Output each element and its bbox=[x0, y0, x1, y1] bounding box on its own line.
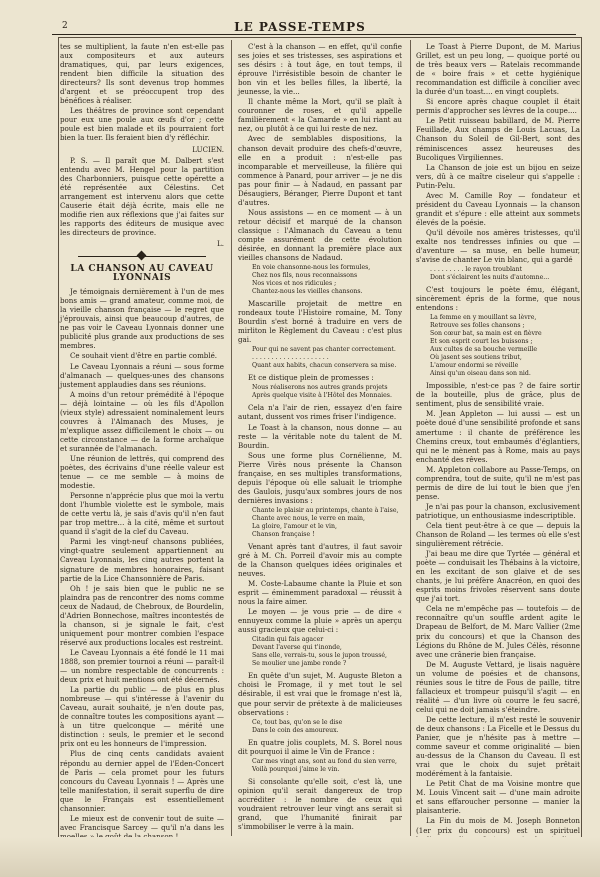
paragraph: Cela tient peut-être à ce que — depuis la Chanson de Roland — les termes où elle s'est singulièrement rétrécie. bbox=[416, 520, 580, 549]
paragraph: Si encore après chaque couplet il était permis d'approcher ses lèvres de la coupe.... bbox=[416, 97, 580, 116]
paragraph: Plus de cinq cents candidats avaient répondu au dernier appel de l'Eden-Concert de Paris — cela promet pour les futurs concours du Caveau Lyonnais ! — Après une telle manifestation, il serait superflu de dire que le Français est essentiellement chansonnier. bbox=[60, 749, 224, 813]
paragraph: Le Petit Chat de ma Voisine montre que M. Louis Vincent sait — d'une main adroite et sans effaroucher personne — manier la plaisanterie. bbox=[416, 779, 580, 816]
header-rule bbox=[52, 34, 576, 35]
paragraph: J'ai beau me dire que Tyrtée — général et poète — conduisait les Thébains à la victoire, en les excitant de son glaive et de ses chants, je lui préfère Anacréon, en quoi des esprits moins frivoles réservent sans doute que j'ai tort. bbox=[416, 549, 580, 604]
paragraph: Oh ! je sais bien que le public ne se plaindra pas de rencontrer des noms comme ceux de Nadaud, de Chebroux, de Bourdelin, d'Adrien Bonnechose, maîtres incontestés de la chanson, si je signale le fait, c'est uniquement pour montrer combien l'espace réservé aux productions locales est restreint. bbox=[60, 583, 224, 647]
page-bottom-margin bbox=[0, 837, 600, 877]
paragraph: Venant après tant d'autres, il faut savoir gré à M. Ch. Porreil d'avoir mis au compte de la Chanson quelques idées originales et neuves. bbox=[238, 541, 402, 579]
paragraph: Le Petit ruisseau babillard, de M. Pierre Feuillade, Aux champs de Louis Lacuas, La Chanson du Soleil de Gil-Bert, sont des réminiscences assez heureuses des Bucoliques Virgiliennes. bbox=[416, 116, 580, 162]
paragraph: Parmi les vingt-neuf chansons publiées, vingt-quatre seulement appartiennent au Caveau Lyonnais, les cinq autres portent la signature de membres honoraires, faisant partie de la Lice Chansonnière de Paris. bbox=[60, 537, 224, 583]
paragraph: De cette lecture, il m'est resté le souvenir de deux chansons : La Ficelle et le Dessus du Panier, que je n'hésite pas à mettre — comme saveur et comme originalité — bien au-dessus de la Chanson du Caveau. Il est vrai que le choix du sujet prêtait modérément à la fantaisie. bbox=[416, 714, 580, 779]
paragraph: Personne n'apprécie plus que moi la vertu dont l'humble violette est le symbole, mais de cette vertu là, je sais d'avis qu'il n'en faut par trop mettre... à la cité, même et surtout quand il s'agit de la clef du Caveau. bbox=[60, 491, 224, 537]
paragraph: Le Toast à Pierre Dupont, de M. Marius Grillet, est un peu long, — quoique porté ou de très beaux vers — Ratelais recommande de « boire frais » et cette hygiénique recommandation est difficile à concilier avec la durée d'un toast.... en vingt couplets. bbox=[416, 42, 580, 97]
signature: L. bbox=[217, 238, 224, 248]
verse-quote: Chante le plaisir au printemps, chante à l'aise, Chante avec nous, le verre en main, La gloire, l'amour et le vin, Chanson française ! bbox=[252, 506, 399, 538]
verse-quote: . . . . . . . . . le rayon troublant Dont s'éclairent les nuits d'automne... bbox=[430, 266, 550, 282]
paragraph: Et ce distique plein de promesses : bbox=[248, 373, 374, 383]
paragraph: Cela n'a l'air de rien, essayez d'en faire autant, dussent vos rimes friser l'indigence. bbox=[238, 403, 402, 422]
paragraph: Le Caveau Lyonnais a été fondé le 11 mai 1888, son premier tournoi a réuni — paraît-il — un nombre respectable de concurrents : deux prix et huit mentions ont été décernés. bbox=[60, 647, 224, 685]
verse-quote: Pour qui ne savent pas chanter correctement. . . . . . . . . . . . . . . . . . . . . Quant aux habits, chacun conservera sa mise. bbox=[252, 346, 397, 370]
paragraph: Impossible, n'est-ce pas ? de faire sortir de la bouteille, plus de grâce, plus de sentiment, plus de sensibilité vraie. bbox=[416, 381, 580, 409]
paragraph: Nous assistons — en ce moment — à un retour décisif et marqué de la chanson classique : l'Almanach du Caveau a tenu compte assurément de cette évolution désirée, en donnant la première place aux vieilles chansons de Nadaud. bbox=[238, 207, 402, 263]
paragraph: Sous une forme plus Cornélienne, M. Pierre Virès nous présente la Chanson française, en ses multiples transformations, depuis l'époque où elle saluait le triomphe des Gaulois, jusqu'aux sombres jours de nos dernières invasions : bbox=[238, 450, 402, 505]
column-2 bbox=[238, 42, 402, 837]
verse-quote: Car mes vingt ans, sont au fond du sien verre, Voilà pourquoi j'aime le vin. bbox=[252, 757, 397, 773]
verse-quote: Nous réaliserons nos autres grands projets Après quelque visite à l'Hôtel des Monnaies. bbox=[252, 384, 392, 400]
signature: LUCIEN. bbox=[192, 144, 224, 154]
paragraph: La Fin du mois de M. Joseph Bonneton (1er prix du concours) est un spirituel bbox=[416, 816, 580, 835]
paragraph: Avec de semblables dispositions, la chanson devait produire des chefs-d'œuvre, elle en a produit : n'est-elle pas incomparable et merveilleuse, la filière qui commence à Panard, pour arriver — je ne dis pas pour finir — à Nadaud, en passant par Désaugiers, Béranger, Pierre Dupont et tant d'autres. bbox=[238, 134, 402, 207]
paragraph: M. Coste-Labaume chante la Pluie et son esprit — éminemment paradoxal — réussit à nous la faire aimer. bbox=[238, 579, 402, 607]
paragraph: M. Jean Appleton — lui aussi — est un poète doué d'une sensibilité profonde et sans amertume : il chante de préférence les Chemins creux, tout embaumés d'églantiers, qui ne le mènent pas à Rome, mais au pays enchanté des rêves. bbox=[416, 409, 580, 464]
paragraph: C'est toujours le poète ému, élégant, sincèrement épris de la forme, que nous entendons : bbox=[416, 285, 580, 313]
paragraph: En quatre jolis couplets, M. S. Borel nous dit pourquoi il aime le Vin de France : bbox=[238, 737, 402, 756]
paragraph: tes se multiplient, la faute n'en est-elle pas aux compositeurs et aux auteurs dramatiques, qui, par leurs exigences, rendent bien difficile la situation des directeurs? Ils sont devenus trop hommes d'argent et se préoccupent trop des bénéfices à réaliser. bbox=[60, 42, 224, 106]
paragraph: Mascarille projetait de mettre en rondeaux toute l'Histoire romaine, M. Tony Bourdin s'est borné à traduire en vers de mirliton le Règlement du Caveau : c'est plus gai. bbox=[238, 299, 402, 345]
paragraph: Avec M. Camille Roy — fondateur et président du Caveau Lyonnais — la chanson grandit et s'épure : elle atteint aux sommets élevés de la poésie. bbox=[416, 190, 580, 227]
paragraph: Si consolante qu'elle soit, c'est là, une opinion qu'il serait dangereux de trop accréditer : le nombre de ceux qui voudraient retrouver leur vingt ans serait si grand, que l'humanité finirait par s'immobiliser le verre à la main. bbox=[238, 776, 402, 831]
article-title: LA CHANSON AU CAVEAU LYONNAIS bbox=[70, 264, 214, 284]
paragraph: A moins d'un retour prémédité à l'époque — déjà lointaine — où les fils d'Apollon (vieux style) adressaient nominalement leurs couvres à l'Almanach des Muses, je m'explique assez difficilement le choix — ou cette circonstance — de la forme archaïque et surannée de l'almanach. bbox=[60, 389, 224, 453]
paragraph: Les théâtres de province sont cependant pour eux une poule aux œufs d'or ; cette poule est bien malade et ils pourraient fort bien la tuer. Ils feraient bien d'y réfléchir. bbox=[60, 106, 224, 143]
paragraph: La Chanson de joie est un bijou en seize vers, dû à ce maître ciseleur qui s'appelle : Putin-Pelu. bbox=[416, 162, 580, 190]
paragraph: Une réunion de lettrés, qui comprend des poètes, des écrivains d'une réelle valeur est tenue — ce me semble — à moins de modestie. bbox=[60, 453, 224, 491]
section-separator-ornament bbox=[60, 251, 224, 261]
masthead-title: LE PASSE-TEMPS bbox=[234, 20, 366, 34]
paragraph: Je témoignais dernièrement à l'un de mes bons amis — grand amateur, comme moi, de la vieille chanson française — le regret que j'éprouvais, ainsi que beaucoup d'autres, de ne pas voir le Caveau Lyonnais donner une publicité plus grande aux productions de ses membres. bbox=[60, 287, 224, 351]
paragraph: C'est à la chanson — en effet, qu'il confie ses joies et ses tristesses, ses aspirations et ses désirs : à tout âge, en tout temps, il éprouve l'irrésistible besoin de chanter le bon vin et les belles filles, la liberté, la jeunesse, la vie... bbox=[238, 42, 402, 97]
paragraph: Ce souhait vient d'être en partie comblé. bbox=[70, 351, 218, 361]
column-divider bbox=[231, 40, 232, 836]
verse-quote: Citadin qui fais agacer Devant l'averse qui t'inonde, Sans elle, verrais-tu, sous le jupon troussé, Se moulier une jambe ronde ? bbox=[252, 636, 387, 668]
verse-quote: En voie chansonne-nous les formules, Chez nos fils, nous reconnaissons Nos vices et nos ridicules ; Chantez-nous les vieilles chansons. bbox=[252, 264, 371, 296]
postscript: P. S. — Il paraît que M. Dalbert s'est entendu avec M. Hengel pour la partition des Charbonniers, puisque cette opérette a été représentée aux Célestins. Cet arrangement est intervenu alors que cette Causerie était déjà écrite, mais elle ne modifie rien aux réflexions que j'ai faites sur les rapports des éditeurs de musique avec les directeurs de province. bbox=[60, 155, 224, 237]
column-1 bbox=[60, 42, 224, 837]
column-3 bbox=[416, 42, 580, 837]
paragraph: De M. Auguste Vettard, je lisais naguère un volume de poésies et de chansons, réunies sous le titre de Fous de paille, titre fallacieux et trompeur puisqu'il s'agit — en réalité — d'un livre où courre le feu sacré, celui qui ne doit jamais s'éteindre. bbox=[416, 659, 580, 714]
paragraph: En quête d'un sujet, M. Auguste Bleton a choisi le Fromage, il y met tout le sel désirable, il est vrai que le fromage n'est là, que pour servir de prétexte à de malicieuses observations : bbox=[238, 671, 402, 717]
paragraph: Le Caveau Lyonnais a réuni — sous forme d'almanach — quelques-unes des chansons justement applaudies dans ses réunions. bbox=[60, 361, 224, 389]
paragraph: M. Appleton collabore au Passe-Temps, on comprendra, tout de suite, qu'il ne m'est pas permis de dire de lui tout le bien que j'en pense. bbox=[416, 464, 580, 501]
paragraph: Le moyen — je vous prie — de dire « ennuyeux comme la pluie » après un aperçu aussi gracieux que celui-ci : bbox=[238, 607, 402, 635]
paragraph: Qu'il dévoile nos amères tristesses, qu'il exalte nos tendresses infinies ou que — d'aventure — sa muse, en belle humeur, s'avise de chanter Le vin blanc, qui a gardé bbox=[416, 227, 580, 265]
paragraph: Le Toast à la chanson, nous donne — au reste — la véritable note du talent de M. Bourdin. bbox=[238, 422, 402, 450]
column-divider bbox=[410, 40, 411, 836]
page-number: 2 bbox=[62, 21, 68, 31]
paragraph: Cela ne m'empêche pas — toutefois — de reconnaître qu'un souffle ardent agite le Drapeau de Belfort, de M. Marc Vallier (2me prix du concours) et que la Chanson des Légions du Rhône de M. Jules Célès, résonne avec une crânerie bien française. bbox=[416, 604, 580, 659]
verse-quote: La femme en y mouillant sa lèvre, Retrouve ses folles chansons ; Son cœur bat, sa main est en fièvre Et son esprit court les buissons ; Aux cultes de sa bouche vermeille Où jasent ses soutiens tribut, L'amour endormi se réveille Ainsi qu'un oiseau dans son nid. bbox=[430, 314, 542, 378]
paragraph: La partie du public — de plus en plus nombreuse — qui s'intéresse à l'avenir du Caveau, aurait souhaité, je n'en doute pas, de connaître toutes les compositions ayant — à un titre quelconque — mérité une distinction : seuls, le premier et le second prix ont eu les honneurs de l'impression. bbox=[60, 685, 224, 749]
paragraph: Le mieux est de convenir tout de suite — avec Francisque Sarcey — qu'il n'a dans les bbox=[60, 813, 224, 832]
paragraph: Il chante même la Mort, qu'il se plaît à couronner de roses, et qu'il appelle familièrement « la Camarde » en lui riant au nez, ou plutôt à ce qui lui reste de nez. bbox=[238, 97, 402, 134]
paragraph: Je n'ai pas pour la chanson, exclusivement patriotique, un enthousiasme indescriptible. bbox=[416, 501, 580, 520]
verse-quote: Ce, tout bas, qu'on se le dise Dans le coin des amoureux. bbox=[252, 718, 343, 734]
